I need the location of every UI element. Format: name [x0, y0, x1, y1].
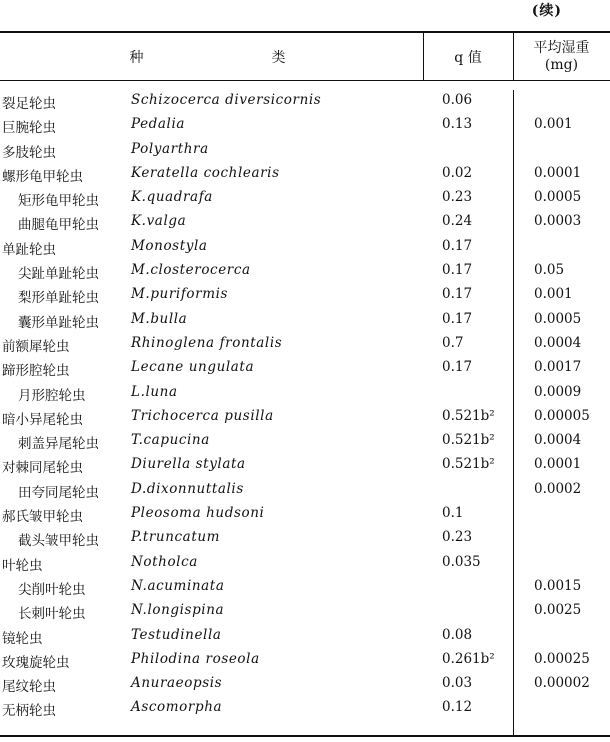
wet-weight: 0.00005 [534, 407, 590, 424]
wet-weight: 0.0004 [534, 334, 582, 351]
species-latin-name: K.valga [131, 213, 187, 230]
species-chinese-name: 巨腕轮虫 [2, 120, 56, 137]
q-value: 0.24 [442, 213, 473, 230]
species-chinese-name: 尖削叶轮虫 [18, 581, 86, 598]
continued-label: (续) [531, 3, 562, 19]
species-latin-name: T.capucina [131, 432, 210, 449]
table-body [0, 88, 610, 720]
q-value: 0.13 [442, 116, 473, 133]
species-latin-name: Ascomorpha [131, 699, 223, 716]
q-value: 0.521b² [442, 432, 495, 449]
table-row [0, 282, 610, 306]
table-row [0, 331, 610, 355]
q-value: 0.17 [442, 262, 473, 279]
species-chinese-name: 矩形龟甲轮虫 [18, 193, 99, 210]
species-chinese-name: 蹄形腔轮虫 [2, 363, 70, 380]
table-row [0, 695, 610, 719]
q-value: 0.17 [442, 237, 473, 254]
table-row [0, 647, 610, 671]
table-row [0, 185, 610, 209]
q-value: 0.03 [442, 675, 473, 692]
wet-weight: 0.0005 [534, 189, 582, 206]
q-value: 0.7 [442, 334, 464, 351]
table-row [0, 112, 610, 136]
species-latin-name: P.truncatum [131, 529, 221, 546]
table-row [0, 209, 610, 233]
species-chinese-name: 囊形单趾轮虫 [18, 314, 99, 331]
species-latin-name: M.puriformis [131, 286, 229, 303]
species-latin-name: Lecane ungulata [131, 359, 255, 376]
species-latin-name: Pedalia [131, 116, 186, 133]
header-rule [0, 80, 610, 81]
species-chinese-name: 月形腔轮虫 [18, 387, 86, 404]
species-chinese-name: 尖趾单趾轮虫 [18, 266, 99, 283]
q-value: 0.08 [442, 626, 473, 643]
species-latin-name: Testudinella [131, 626, 222, 643]
wet-weight: 0.0015 [534, 577, 582, 594]
species-latin-name: Rhinoglena frontalis [131, 334, 283, 351]
table-row [0, 355, 610, 379]
wet-weight: 0.00002 [534, 675, 590, 692]
wet-weight: 0.001 [534, 116, 573, 133]
species-latin-name: Polyarthra [131, 140, 209, 157]
bottom-rule [0, 735, 610, 737]
wet-weight: 0.00025 [534, 650, 590, 667]
species-chinese-name: 多肢轮虫 [2, 144, 56, 161]
species-latin-name: D.dixonnuttalis [131, 480, 244, 497]
species-chinese-name: 镜轮虫 [2, 630, 43, 647]
species-chinese-name: 刺盖异尾轮虫 [18, 436, 99, 453]
table-row [0, 501, 610, 525]
header-wet-weight-line1: 平均湿重 [533, 39, 590, 56]
q-value: 0.1 [442, 505, 464, 522]
header-species [0, 33, 423, 80]
table-row [0, 598, 610, 622]
species-latin-name: Diurella stylata [131, 456, 246, 473]
species-latin-name: Pleosoma hudsoni [131, 505, 265, 522]
header-species-left: 种 [129, 49, 152, 66]
table-row [0, 161, 610, 185]
q-value: 0.06 [442, 92, 473, 108]
header-species-right: 类 [271, 49, 294, 66]
table-row [0, 428, 610, 452]
header-q-value: q 值 [454, 49, 482, 66]
wet-weight: 0.0002 [534, 480, 582, 497]
table-row [0, 137, 610, 161]
species-chinese-name: 暗小异尾轮虫 [2, 411, 83, 428]
table-row [0, 623, 610, 647]
species-chinese-name: 无柄轮虫 [2, 703, 56, 720]
table-row [0, 671, 610, 695]
species-latin-name: Keratella cochlearis [131, 164, 280, 181]
q-value: 0.12 [442, 699, 473, 716]
q-value: 0.17 [442, 286, 473, 303]
species-chinese-name: 尾纹轮虫 [2, 679, 56, 696]
table-row [0, 88, 610, 112]
q-value: 0.17 [442, 310, 473, 327]
q-value: 0.521b² [442, 456, 495, 473]
table-row [0, 525, 610, 549]
table-row [0, 404, 610, 428]
table-row [0, 234, 610, 258]
species-latin-name: K.quadrafa [131, 189, 213, 206]
species-chinese-name: 曲腿龟甲轮虫 [18, 217, 99, 234]
table-row [0, 380, 610, 404]
species-chinese-name: 前额犀轮虫 [2, 338, 70, 355]
q-value: 0.261b² [442, 650, 495, 667]
q-value: 0.23 [442, 529, 473, 546]
wet-weight: 0.0001 [534, 164, 582, 181]
wet-weight: 0.0025 [534, 602, 582, 619]
species-latin-name: L.luna [131, 383, 178, 400]
species-latin-name: N.longispina [131, 602, 225, 619]
q-value: 0.521b² [442, 407, 495, 424]
species-latin-name: Philodina roseola [131, 650, 260, 667]
table-row [0, 307, 610, 331]
wet-weight: 0.0005 [534, 310, 582, 327]
table-row [0, 258, 610, 282]
species-chinese-name: 裂足轮虫 [2, 96, 56, 112]
species-chinese-name: 螺形龟甲轮虫 [2, 168, 83, 185]
species-chinese-name: 对棘同尾轮虫 [2, 460, 83, 477]
species-latin-name: Anuraeopsis [131, 675, 223, 692]
species-chinese-name: 梨形单趾轮虫 [18, 290, 99, 307]
wet-weight: 0.0009 [534, 383, 582, 400]
wet-weight: 0.0001 [534, 456, 582, 473]
wet-weight: 0.0017 [534, 359, 582, 376]
wet-weight: 0.0003 [534, 213, 582, 230]
species-chinese-name: 郝氏皱甲轮虫 [2, 509, 83, 526]
wet-weight: 0.0004 [534, 432, 582, 449]
species-latin-name: Trichocerca pusilla [131, 407, 274, 424]
species-chinese-name: 截头皱甲轮虫 [18, 533, 99, 550]
species-latin-name: N.acuminata [131, 577, 225, 594]
q-value: 0.02 [442, 164, 473, 181]
q-value: 0.23 [442, 189, 473, 206]
species-chinese-name: 单趾轮虫 [2, 241, 56, 258]
table-row [0, 550, 610, 574]
header-wet-weight-line2: (mg) [544, 56, 579, 73]
q-value: 0.035 [442, 553, 481, 570]
species-latin-name: Monostyla [131, 237, 208, 254]
species-latin-name: Notholca [131, 553, 198, 570]
q-value: 0.17 [442, 359, 473, 376]
species-chinese-name: 田夸同尾轮虫 [18, 484, 99, 501]
species-latin-name: Schizocerca diversicornis [131, 92, 322, 108]
species-latin-name: M.bulla [131, 310, 188, 327]
species-chinese-name: 玫瑰旋轮虫 [2, 654, 70, 671]
species-latin-name: M.closterocerca [131, 262, 251, 279]
table-row [0, 452, 610, 476]
header-wet-weight [513, 33, 610, 80]
wet-weight: 0.001 [534, 286, 573, 303]
species-chinese-name: 叶轮虫 [2, 557, 43, 574]
species-chinese-name: 长刺叶轮虫 [18, 606, 86, 623]
table-row [0, 574, 610, 598]
table-row [0, 477, 610, 501]
wet-weight: 0.05 [534, 262, 565, 279]
